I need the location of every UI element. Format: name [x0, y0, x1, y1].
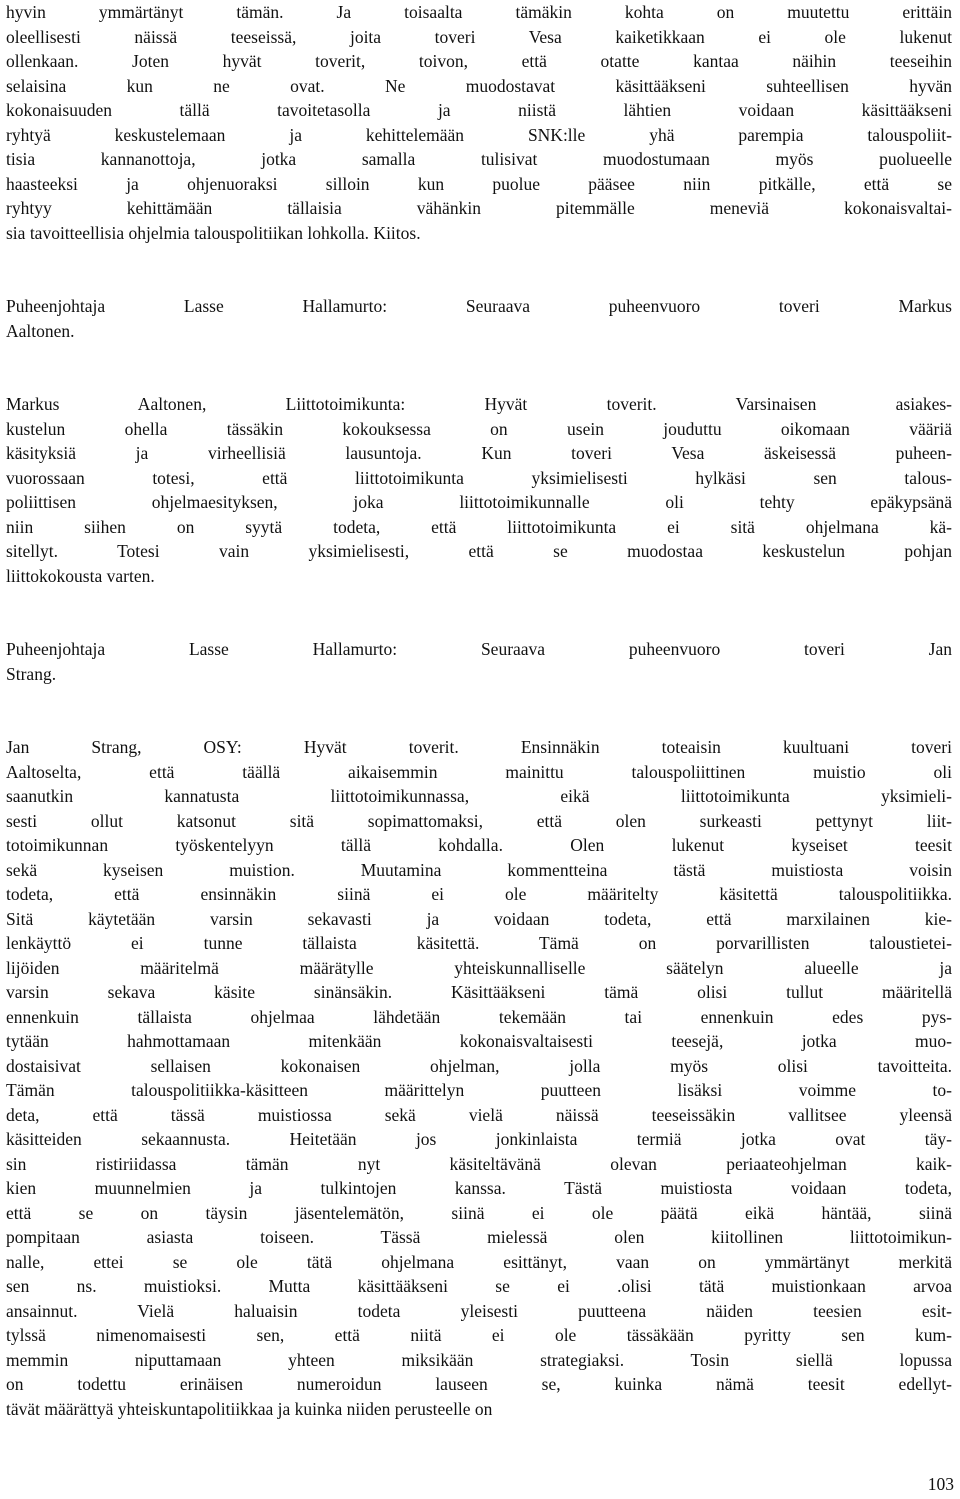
text-line: totoimikunnan työskentelyyn tällä kohdalla. Olen lukenut kyseiset teesit: [6, 835, 952, 855]
text-line: tisia kannanottoja, jotka samalla tulisivat muodostumaan myös puolueelle: [6, 149, 952, 169]
text-line: sesti ollut katsonut sitä sopimattomaksi, että olen surkeasti pettynyt liit-: [6, 810, 952, 831]
paragraph-gap: [6, 686, 952, 735]
text-line: Sitä käytetään varsin sekavasti ja voidaan todeta, että marxilainen kie-: [6, 908, 952, 929]
text-line: käsitteiden sekaannusta. Heitetään jos jonkinlaista termiä jotka ovat täy-: [6, 1129, 952, 1149]
text-line: lijöiden määritelmä määrätylle yhteiskunnalliselle säätelyn alueelle ja: [6, 957, 952, 978]
text-line: kokonaisuuden tällä tavoitetasolla ja niistä lähtien voidaan käsittääkseni: [6, 100, 952, 120]
text-line: niin siihen on syytä todeta, että liittotoimikunta ei sitä ohjelmana kä-: [6, 516, 952, 537]
text-line: ryhtyä keskustelemaan ja kehittelemään SNK:lle yhä parempia talouspoliit-: [6, 124, 952, 145]
text-line: sin ristiriidassa tämän nyt käsiteltävänä olevan periaateohjelman kaik-: [6, 1153, 952, 1174]
text-line: Aaltoselta, että täällä aikaisemmin mainittu talouspoliittinen muistio oli: [6, 761, 952, 782]
text-line: Markus Aaltonen, Liittotoimikunta: Hyvät toverit. Varsinaisen asiakes-: [6, 394, 952, 414]
text-line: poliittisen ohjelmaesityksen, joka liittotoimikunnalle oli tehty epäkypsänä: [6, 492, 952, 512]
text-line: käsityksiä ja virheellisiä lausuntoja. Kun toveri Vesa äskeisessä puheen-: [6, 443, 952, 463]
text-line: Tämän talouspolitiikka-käsitteen määrittelyn puutteen lisäksi voimme to-: [6, 1080, 952, 1100]
text-line: Aaltonen.: [6, 320, 75, 341]
text-line: on todettu erinäisen numeroidun lauseen se, kuinka nämä teesit edellyt-: [6, 1374, 952, 1394]
text-line: liittokokousta varten.: [6, 565, 155, 586]
text-line: sitellyt. Totesi vain yksimielisesti, että se muodostaa keskustelun pohjan: [6, 541, 952, 561]
text-line: ryhtyy kehittämään tällaisia vähänkin pitemmälle meneviä kokonaisvaltai-: [6, 198, 952, 218]
text-line: todeta, että ensinnäkin siinä ei ole määritelty käsitettä talouspolitiikka.: [6, 884, 952, 904]
text-line: saanutkin kannatusta liittotoimikunnassa, eikä liittotoimikunta yksimieli-: [6, 786, 952, 806]
paragraph-gap: [6, 245, 952, 294]
text-body: [6, 0, 952, 1421]
chairman-remark-1: [6, 294, 952, 343]
speech-markus-aaltonen: [6, 392, 952, 588]
text-line: kustelun ohella tässäkin kokouksessa on usein jouduttu oikomaan vääriä: [6, 418, 952, 439]
text-line: deta, että tässä muistiossa sekä vielä näissä teeseissäkin vallitsee yleensä: [6, 1104, 952, 1125]
text-line: sia tavoitteellisia ohjelmia talouspolitiikan lohkolla. Kiitos.: [6, 222, 421, 243]
text-line: sekä kyseisen muistion. Muutamina kommentteina tästä muistiosta voisin: [6, 859, 952, 880]
text-line: haasteeksi ja ohjenuoraksi silloin kun puolue pääsee niin pitkälle, että se: [6, 173, 952, 194]
text-line: pompitaan asiasta toiseen. Tässä mielessä olen kiitollinen liittotoimikun-: [6, 1227, 952, 1247]
text-line: vuorossaan totesi, että liittotoimikunta yksimielisesti hylkäsi sen talous-: [6, 467, 952, 488]
text-line: tävät määrättyä yhteiskuntapolitiikkaa ja kuinka niiden perusteelle on: [6, 1398, 493, 1419]
speech-jan-strang: [6, 735, 952, 1421]
text-line: ennenkuin tällaista ohjelmaa lähdetään tekemään tai ennenkuin edes pys-: [6, 1006, 952, 1027]
text-line: dostaisivat sellaisen kokonaisen ohjelman, jolla myös olisi tavoitteita.: [6, 1055, 952, 1076]
text-line: varsin sekava käsite sinänsäkin. Käsittääkseni tämä olisi tullut määritellä: [6, 982, 952, 1002]
text-line: ollenkaan. Joten hyvät toverit, toivon, että otatte kantaa näihin teeseihin: [6, 51, 952, 71]
text-line: Jan Strang, OSY: Hyvät toverit. Ensinnäkin toteaisin kuultuani toveri: [6, 737, 952, 757]
text-line: sen ns. muistioksi. Mutta käsittääkseni se ei .olisi tätä muistionkaan arvoa: [6, 1276, 952, 1296]
paragraph-continuation: [6, 0, 952, 245]
text-line: Strang.: [6, 663, 57, 684]
text-line: ansainnut. Vielä haluaisin todeta yleisesti puutteena näiden teesien esit-: [6, 1300, 952, 1321]
text-line: memmin niputtamaan yhteen miksikään strategiaksi. Tosin siellä lopussa: [6, 1349, 952, 1370]
paragraph-gap: [6, 588, 952, 637]
text-line: Puheenjohtaja Lasse Hallamurto: Seuraava puheenvuoro toveri Markus: [6, 296, 952, 316]
text-line: tytään hahmottamaan mitenkään kokonaisvaltaisesti teesejä, jotka muo-: [6, 1031, 952, 1051]
page-number: 103: [927, 1474, 954, 1494]
text-line: että se on täysin jäsentelemätön, siinä ei ole päätä eikä häntää, siinä: [6, 1202, 952, 1223]
text-line: selaisina kun ne ovat. Ne muodostavat käsittääkseni suhteellisen hyvän: [6, 75, 952, 96]
paragraph-gap: [6, 343, 952, 392]
text-line: nalle, ettei se ole tätä ohjelmana esittänyt, vaan on ymmärtänyt merkitä: [6, 1251, 952, 1272]
text-line: hyvin ymmärtänyt tämän. Ja toisaalta tämäkin kohta on muutettu erittäin: [6, 2, 952, 22]
text-line: tylssä nimenomaisesti sen, että niitä ei ole tässäkään pyritty sen kum-: [6, 1325, 952, 1345]
text-line: oleellisesti näissä teeseissä, joita toveri Vesa kaiketikkaan ei ole lukenut: [6, 26, 952, 47]
chairman-remark-2: [6, 637, 952, 686]
text-line: Puheenjohtaja Lasse Hallamurto: Seuraava puheenvuoro toveri Jan: [6, 639, 952, 659]
text-line: kien muunnelmien ja tulkintojen kanssa. Tästä muistiosta voidaan todeta,: [6, 1178, 952, 1198]
text-line: lenkäyttö ei tunne tällaista käsitettä. Tämä on porvarillisten taloustietei-: [6, 933, 952, 953]
